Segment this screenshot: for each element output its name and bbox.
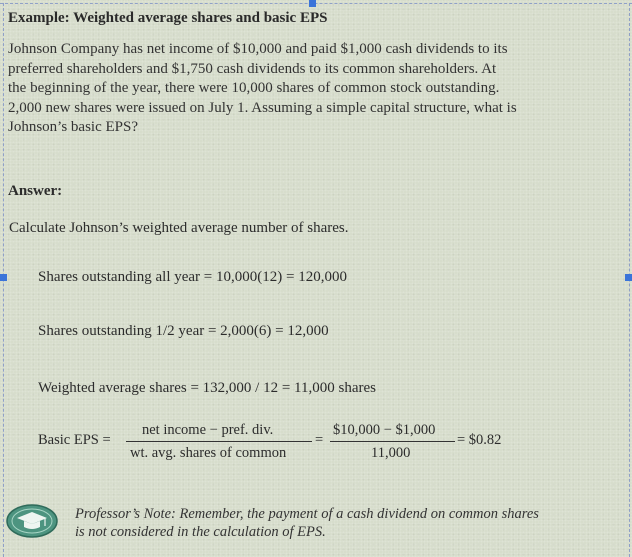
question-line: preferred shareholders and $1,750 cash dividends to its common shareholders. At xyxy=(8,60,497,77)
question-line: the beginning of the year, there were 10,000 shares of common stock outstanding. xyxy=(8,80,500,96)
note-line: Professor’s Note: Remember, the payment of a cash dividend on common shares xyxy=(75,506,539,522)
question-line: 2,000 new shares were issued on July 1. Assuming a simple capital structure, what is xyxy=(8,99,517,116)
resize-handle-top[interactable] xyxy=(309,0,316,7)
question-line: Johnson’s basic EPS? xyxy=(8,119,139,135)
shares-all-year-line: Shares outstanding all year = 10,000(12) = 120,000 xyxy=(38,269,347,285)
equals-sign: = xyxy=(315,432,324,448)
value-numerator: $10,000 − $1,000 xyxy=(333,422,436,438)
resize-handle-right[interactable] xyxy=(625,274,632,281)
formula-numerator: net income − pref. div. xyxy=(142,422,274,438)
value-fraction-bar xyxy=(330,441,455,442)
resize-handle-left[interactable] xyxy=(0,274,7,281)
example-question xyxy=(8,40,620,138)
eps-result: = $0.82 xyxy=(457,432,502,448)
weighted-average-line: Weighted average shares = 132,000 / 12 = 11,000 shares xyxy=(38,380,376,396)
graduation-cap-icon xyxy=(5,503,59,539)
question-line: Johnson Company has net income of $10,000 and paid $1,000 cash dividends to its xyxy=(8,41,508,57)
eps-label: Basic EPS = xyxy=(38,432,111,448)
selection-frame-top xyxy=(0,3,632,4)
formula-denominator: wt. avg. shares of common xyxy=(130,445,287,461)
example-title: Example: Weighted average shares and basic EPS xyxy=(8,10,328,26)
professor-note xyxy=(75,505,620,541)
value-denominator: 11,000 xyxy=(371,445,411,461)
answer-intro: Calculate Johnson’s weighted average number of shares. xyxy=(9,220,349,236)
shares-half-year-line: Shares outstanding 1/2 year = 2,000(6) = 12,000 xyxy=(38,323,329,339)
formula-fraction-bar xyxy=(126,441,312,442)
note-line: is not considered in the calculation of EPS. xyxy=(75,524,326,540)
answer-heading: Answer: xyxy=(8,183,63,199)
